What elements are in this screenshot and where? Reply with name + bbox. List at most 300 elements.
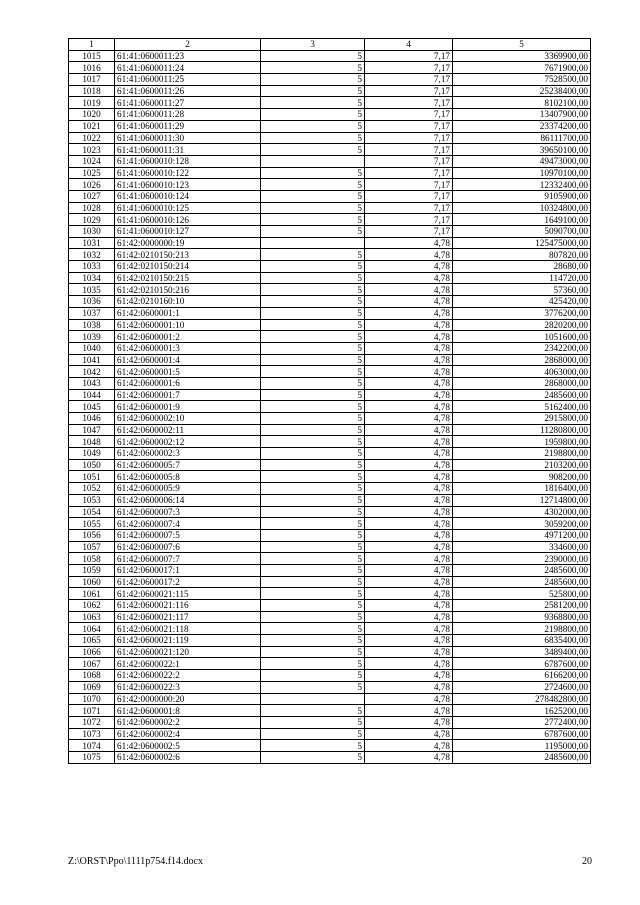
col3-cell <box>261 155 365 167</box>
row-number-cell: 1057 <box>69 541 115 553</box>
row-number-cell: 1027 <box>69 190 115 202</box>
table-row <box>69 553 591 565</box>
row-number-cell: 1019 <box>69 97 115 109</box>
rate-cell: 7,17 <box>365 179 453 191</box>
col3-cell: 5 <box>261 436 365 448</box>
table-row <box>69 62 591 74</box>
row-number-cell: 1021 <box>69 120 115 132</box>
row-number-cell: 1064 <box>69 623 115 635</box>
rate-cell: 7,17 <box>365 50 453 62</box>
rate-cell: 7,17 <box>365 167 453 179</box>
rate-cell: 7,17 <box>365 226 453 238</box>
table-row <box>69 751 591 763</box>
col3-cell: 5 <box>261 144 365 156</box>
table-row <box>69 541 591 553</box>
row-number-cell: 1036 <box>69 296 115 308</box>
rate-cell: 7,17 <box>365 62 453 74</box>
col3-cell: 5 <box>261 658 365 670</box>
value-cell: 2485600,00 <box>453 564 591 576</box>
row-number-cell: 1034 <box>69 272 115 284</box>
rate-cell: 4,78 <box>365 506 453 518</box>
row-number-cell: 1074 <box>69 740 115 752</box>
table-row <box>69 529 591 541</box>
col3-cell: 5 <box>261 529 365 541</box>
value-cell: 3369900,00 <box>453 50 591 62</box>
value-cell: 2772400,00 <box>453 716 591 728</box>
cadastral-number-cell: 61:42:0600022:3 <box>115 681 261 693</box>
rate-cell: 7,17 <box>365 190 453 202</box>
col3-cell: 5 <box>261 716 365 728</box>
col3-cell: 5 <box>261 272 365 284</box>
rate-cell: 4,78 <box>365 389 453 401</box>
rate-cell: 7,17 <box>365 214 453 226</box>
cadastral-number-cell: 61:42:0600021:115 <box>115 588 261 600</box>
value-cell: 11280800,00 <box>453 424 591 436</box>
value-cell: 1649100,00 <box>453 214 591 226</box>
table-row <box>69 658 591 670</box>
col3-cell: 5 <box>261 97 365 109</box>
rate-cell: 4,78 <box>365 518 453 530</box>
rate-cell: 7,17 <box>365 97 453 109</box>
value-cell: 86111700,00 <box>453 132 591 144</box>
value-cell: 2390000,00 <box>453 553 591 565</box>
value-cell: 4063000,00 <box>453 366 591 378</box>
value-cell: 4971200,00 <box>453 529 591 541</box>
cadastral-number-cell: 61:42:0600002:4 <box>115 728 261 740</box>
rate-cell: 4,78 <box>365 307 453 319</box>
rate-cell: 4,78 <box>365 366 453 378</box>
rate-cell: 4,78 <box>365 272 453 284</box>
footer-page-number: 20 <box>582 856 592 867</box>
value-cell: 2342200,00 <box>453 342 591 354</box>
header-col-2: 2 <box>115 39 261 51</box>
col3-cell: 5 <box>261 190 365 202</box>
row-number-cell: 1041 <box>69 354 115 366</box>
cadastral-number-cell: 61:42:0600001:2 <box>115 331 261 343</box>
value-cell: 1816400,00 <box>453 483 591 495</box>
col3-cell: 5 <box>261 553 365 565</box>
cadastral-number-cell: 61:42:0600005:9 <box>115 483 261 495</box>
cadastral-number-cell: 61:42:0600021:116 <box>115 600 261 612</box>
rate-cell: 4,78 <box>365 483 453 495</box>
value-cell: 9368800,00 <box>453 611 591 623</box>
rate-cell: 4,78 <box>365 646 453 658</box>
cadastral-number-cell: 61:42:0210150:214 <box>115 261 261 273</box>
row-number-cell: 1016 <box>69 62 115 74</box>
table-row <box>69 272 591 284</box>
rate-cell: 4,78 <box>365 635 453 647</box>
cadastral-number-cell: 61:42:0600017:1 <box>115 564 261 576</box>
rate-cell: 4,78 <box>365 237 453 249</box>
row-number-cell: 1038 <box>69 319 115 331</box>
rate-cell: 4,78 <box>365 658 453 670</box>
rate-cell: 4,78 <box>365 401 453 413</box>
table-row <box>69 506 591 518</box>
value-cell: 5162400,00 <box>453 401 591 413</box>
cadastral-number-cell: 61:42:0210150:213 <box>115 249 261 261</box>
table-row <box>69 366 591 378</box>
rate-cell: 4,78 <box>365 611 453 623</box>
cadastral-number-cell: 61:42:0600001:10 <box>115 319 261 331</box>
table-row <box>69 249 591 261</box>
cadastral-number-cell: 61:42:0600001:6 <box>115 377 261 389</box>
rate-cell: 7,17 <box>365 85 453 97</box>
table-body <box>69 50 591 763</box>
rate-cell: 4,78 <box>365 436 453 448</box>
cadastral-number-cell: 61:42:0600006:14 <box>115 494 261 506</box>
row-number-cell: 1043 <box>69 377 115 389</box>
row-number-cell: 1066 <box>69 646 115 658</box>
value-cell: 10970100,00 <box>453 167 591 179</box>
table-row <box>69 424 591 436</box>
col3-cell: 5 <box>261 202 365 214</box>
row-number-cell: 1058 <box>69 553 115 565</box>
row-number-cell: 1035 <box>69 284 115 296</box>
table-row <box>69 331 591 343</box>
row-number-cell: 1044 <box>69 389 115 401</box>
col3-cell: 5 <box>261 471 365 483</box>
table-row <box>69 190 591 202</box>
cadastral-number-cell: 61:41:0600011:24 <box>115 62 261 74</box>
value-cell: 2485600,00 <box>453 751 591 763</box>
cadastral-number-cell: 61:42:0600001:7 <box>115 389 261 401</box>
value-cell: 39650100,00 <box>453 144 591 156</box>
value-cell: 28680,00 <box>453 261 591 273</box>
value-cell: 2868000,00 <box>453 377 591 389</box>
row-number-cell: 1031 <box>69 237 115 249</box>
value-cell: 2485600,00 <box>453 389 591 401</box>
col3-cell: 5 <box>261 670 365 682</box>
cadastral-number-cell: 61:42:0600007:5 <box>115 529 261 541</box>
value-cell: 1625200,00 <box>453 705 591 717</box>
cadastral-number-cell: 61:42:0600002:6 <box>115 751 261 763</box>
row-number-cell: 1040 <box>69 342 115 354</box>
cadastral-number-cell: 61:42:0600007:6 <box>115 541 261 553</box>
cadastral-number-cell: 61:42:0600001:8 <box>115 705 261 717</box>
rate-cell: 4,78 <box>365 413 453 425</box>
rate-cell: 4,78 <box>365 331 453 343</box>
col3-cell: 5 <box>261 261 365 273</box>
value-cell: 7671900,00 <box>453 62 591 74</box>
row-number-cell: 1047 <box>69 424 115 436</box>
row-number-cell: 1071 <box>69 705 115 717</box>
cadastral-number-cell: 61:41:0600010:128 <box>115 155 261 167</box>
col3-cell <box>261 237 365 249</box>
cadastral-number-cell: 61:42:0600002:2 <box>115 716 261 728</box>
table-row <box>69 74 591 86</box>
row-number-cell: 1065 <box>69 635 115 647</box>
cadastral-number-cell: 61:42:0210150:216 <box>115 284 261 296</box>
value-cell: 2198800,00 <box>453 623 591 635</box>
row-number-cell: 1049 <box>69 448 115 460</box>
rate-cell: 4,78 <box>365 448 453 460</box>
rate-cell: 4,78 <box>365 342 453 354</box>
value-cell: 23374200,00 <box>453 120 591 132</box>
cadastral-number-cell: 61:41:0600011:23 <box>115 50 261 62</box>
cadastral-number-cell: 61:42:0210150:215 <box>115 272 261 284</box>
table-row <box>69 354 591 366</box>
row-number-cell: 1045 <box>69 401 115 413</box>
row-number-cell: 1067 <box>69 658 115 670</box>
value-cell: 807820,00 <box>453 249 591 261</box>
col3-cell: 5 <box>261 62 365 74</box>
row-number-cell: 1053 <box>69 494 115 506</box>
col3-cell: 5 <box>261 588 365 600</box>
col3-cell: 5 <box>261 109 365 121</box>
row-number-cell: 1032 <box>69 249 115 261</box>
table-row <box>69 448 591 460</box>
value-cell: 2485600,00 <box>453 576 591 588</box>
row-number-cell: 1075 <box>69 751 115 763</box>
row-number-cell: 1023 <box>69 144 115 156</box>
cadastral-number-cell: 61:41:0600010:122 <box>115 167 261 179</box>
table-row <box>69 681 591 693</box>
table-row <box>69 588 591 600</box>
row-number-cell: 1048 <box>69 436 115 448</box>
value-cell: 2724600,00 <box>453 681 591 693</box>
table-row <box>69 716 591 728</box>
cadastral-number-cell: 61:42:0210160:10 <box>115 296 261 308</box>
value-cell: 10324800,00 <box>453 202 591 214</box>
table-row <box>69 237 591 249</box>
rate-cell: 7,17 <box>365 202 453 214</box>
table-row <box>69 611 591 623</box>
col3-cell: 5 <box>261 354 365 366</box>
table-row <box>69 202 591 214</box>
row-number-cell: 1070 <box>69 693 115 705</box>
rate-cell: 4,78 <box>365 576 453 588</box>
table-row <box>69 564 591 576</box>
col3-cell: 5 <box>261 751 365 763</box>
col3-cell: 5 <box>261 541 365 553</box>
row-number-cell: 1022 <box>69 132 115 144</box>
col3-cell: 5 <box>261 85 365 97</box>
header-col-4: 4 <box>365 39 453 51</box>
cadastral-number-cell: 61:42:0600001:1 <box>115 307 261 319</box>
row-number-cell: 1042 <box>69 366 115 378</box>
row-number-cell: 1029 <box>69 214 115 226</box>
rate-cell: 4,78 <box>365 354 453 366</box>
footer-file-path: Z:\ORST\Ppo\1111p754.f14.docx <box>68 856 203 867</box>
table-row <box>69 646 591 658</box>
value-cell: 4302000,00 <box>453 506 591 518</box>
cadastral-number-cell: 61:41:0600010:124 <box>115 190 261 202</box>
table-row <box>69 120 591 132</box>
cadastral-number-cell: 61:42:0600021:117 <box>115 611 261 623</box>
cadastral-number-cell: 61:41:0600011:27 <box>115 97 261 109</box>
table-row <box>69 483 591 495</box>
value-cell: 13407900,00 <box>453 109 591 121</box>
col3-cell: 5 <box>261 518 365 530</box>
header-col-5: 5 <box>453 39 591 51</box>
row-number-cell: 1028 <box>69 202 115 214</box>
cadastral-number-cell: 61:41:0600010:123 <box>115 179 261 191</box>
rate-cell: 4,78 <box>365 588 453 600</box>
value-cell: 6166200,00 <box>453 670 591 682</box>
cadastral-number-cell: 61:42:0600002:11 <box>115 424 261 436</box>
rate-cell: 4,78 <box>365 296 453 308</box>
value-cell: 125475000,00 <box>453 237 591 249</box>
value-cell: 908200,00 <box>453 471 591 483</box>
row-number-cell: 1030 <box>69 226 115 238</box>
row-number-cell: 1062 <box>69 600 115 612</box>
col3-cell: 5 <box>261 681 365 693</box>
row-number-cell: 1033 <box>69 261 115 273</box>
table-row <box>69 401 591 413</box>
col3-cell: 5 <box>261 401 365 413</box>
col3-cell: 5 <box>261 459 365 471</box>
col3-cell: 5 <box>261 50 365 62</box>
cadastral-number-cell: 61:42:0600002:12 <box>115 436 261 448</box>
rate-cell: 4,78 <box>365 541 453 553</box>
table-row <box>69 132 591 144</box>
col3-cell: 5 <box>261 167 365 179</box>
table-row <box>69 740 591 752</box>
value-cell: 1051600,00 <box>453 331 591 343</box>
value-cell: 3489400,00 <box>453 646 591 658</box>
table-row <box>69 155 591 167</box>
col3-cell: 5 <box>261 623 365 635</box>
rate-cell: 4,78 <box>365 471 453 483</box>
row-number-cell: 1054 <box>69 506 115 518</box>
col3-cell: 5 <box>261 214 365 226</box>
row-number-cell: 1046 <box>69 413 115 425</box>
row-number-cell: 1015 <box>69 50 115 62</box>
table-row <box>69 494 591 506</box>
col3-cell: 5 <box>261 366 365 378</box>
table-row <box>69 85 591 97</box>
rate-cell: 4,78 <box>365 319 453 331</box>
cadastral-number-cell: 61:41:0600011:28 <box>115 109 261 121</box>
cadastral-number-cell: 61:42:0600021:119 <box>115 635 261 647</box>
row-number-cell: 1056 <box>69 529 115 541</box>
table-row <box>69 319 591 331</box>
cadastral-number-cell: 61:42:0600001:3 <box>115 342 261 354</box>
col3-cell: 5 <box>261 646 365 658</box>
row-number-cell: 1063 <box>69 611 115 623</box>
rate-cell: 4,78 <box>365 740 453 752</box>
row-number-cell: 1018 <box>69 85 115 97</box>
col3-cell: 5 <box>261 389 365 401</box>
value-cell: 3776200,00 <box>453 307 591 319</box>
col3-cell: 5 <box>261 728 365 740</box>
value-cell: 2103200,00 <box>453 459 591 471</box>
cadastral-number-cell: 61:41:0600011:25 <box>115 74 261 86</box>
col3-cell <box>261 693 365 705</box>
value-cell: 334600,00 <box>453 541 591 553</box>
cadastral-number-cell: 61:42:0600007:4 <box>115 518 261 530</box>
row-number-cell: 1060 <box>69 576 115 588</box>
rate-cell: 7,17 <box>365 132 453 144</box>
row-number-cell: 1069 <box>69 681 115 693</box>
row-number-cell: 1059 <box>69 564 115 576</box>
table-row <box>69 284 591 296</box>
col3-cell: 5 <box>261 74 365 86</box>
value-cell: 1959800,00 <box>453 436 591 448</box>
cadastral-number-cell: 61:41:0600011:29 <box>115 120 261 132</box>
rate-cell: 4,78 <box>365 494 453 506</box>
col3-cell: 5 <box>261 483 365 495</box>
table-row <box>69 179 591 191</box>
table-row <box>69 342 591 354</box>
col3-cell: 5 <box>261 179 365 191</box>
value-cell: 57360,00 <box>453 284 591 296</box>
cadastral-number-cell: 61:42:0600001:9 <box>115 401 261 413</box>
rate-cell: 4,78 <box>365 564 453 576</box>
rate-cell: 4,78 <box>365 670 453 682</box>
table-row <box>69 518 591 530</box>
rate-cell: 7,17 <box>365 144 453 156</box>
row-number-cell: 1073 <box>69 728 115 740</box>
cadastral-number-cell: 61:41:0600010:125 <box>115 202 261 214</box>
row-number-cell: 1072 <box>69 716 115 728</box>
rate-cell: 4,78 <box>365 705 453 717</box>
cadastral-number-cell: 61:42:0600021:118 <box>115 623 261 635</box>
row-number-cell: 1037 <box>69 307 115 319</box>
rate-cell: 4,78 <box>365 693 453 705</box>
value-cell: 278482800,00 <box>453 693 591 705</box>
rate-cell: 4,78 <box>365 459 453 471</box>
col3-cell: 5 <box>261 319 365 331</box>
cadastral-number-cell: 61:42:0600007:7 <box>115 553 261 565</box>
cadastral-number-cell: 61:41:0600011:26 <box>115 85 261 97</box>
col3-cell: 5 <box>261 635 365 647</box>
rate-cell: 4,78 <box>365 284 453 296</box>
header-row <box>69 39 591 51</box>
value-cell: 25238400,00 <box>453 85 591 97</box>
table-row <box>69 459 591 471</box>
rate-cell: 4,78 <box>365 377 453 389</box>
value-cell: 2820200,00 <box>453 319 591 331</box>
table-row <box>69 693 591 705</box>
table-row <box>69 635 591 647</box>
row-number-cell: 1051 <box>69 471 115 483</box>
table-row <box>69 623 591 635</box>
row-number-cell: 1017 <box>69 74 115 86</box>
col3-cell: 5 <box>261 132 365 144</box>
col3-cell: 5 <box>261 506 365 518</box>
cadastral-number-cell: 61:41:0600010:127 <box>115 226 261 238</box>
table-row <box>69 50 591 62</box>
cadastral-number-cell: 61:42:0600017:2 <box>115 576 261 588</box>
table-row <box>69 144 591 156</box>
table-row <box>69 670 591 682</box>
table-row <box>69 600 591 612</box>
value-cell: 12714800,00 <box>453 494 591 506</box>
header-col-1: 1 <box>69 39 115 51</box>
rate-cell: 4,78 <box>365 681 453 693</box>
value-cell: 9105900,00 <box>453 190 591 202</box>
value-cell: 6787600,00 <box>453 728 591 740</box>
cadastral-number-cell: 61:41:0600010:126 <box>115 214 261 226</box>
col3-cell: 5 <box>261 249 365 261</box>
col3-cell: 5 <box>261 448 365 460</box>
col3-cell: 5 <box>261 120 365 132</box>
col3-cell: 5 <box>261 307 365 319</box>
table-row <box>69 471 591 483</box>
value-cell: 2581200,00 <box>453 600 591 612</box>
col3-cell: 5 <box>261 576 365 588</box>
value-cell: 3059200,00 <box>453 518 591 530</box>
rate-cell: 4,78 <box>365 261 453 273</box>
cadastral-number-cell: 61:41:0600011:31 <box>115 144 261 156</box>
value-cell: 12332400,00 <box>453 179 591 191</box>
col3-cell: 5 <box>261 424 365 436</box>
value-cell: 525800,00 <box>453 588 591 600</box>
col3-cell: 5 <box>261 296 365 308</box>
value-cell: 5090700,00 <box>453 226 591 238</box>
value-cell: 425420,00 <box>453 296 591 308</box>
